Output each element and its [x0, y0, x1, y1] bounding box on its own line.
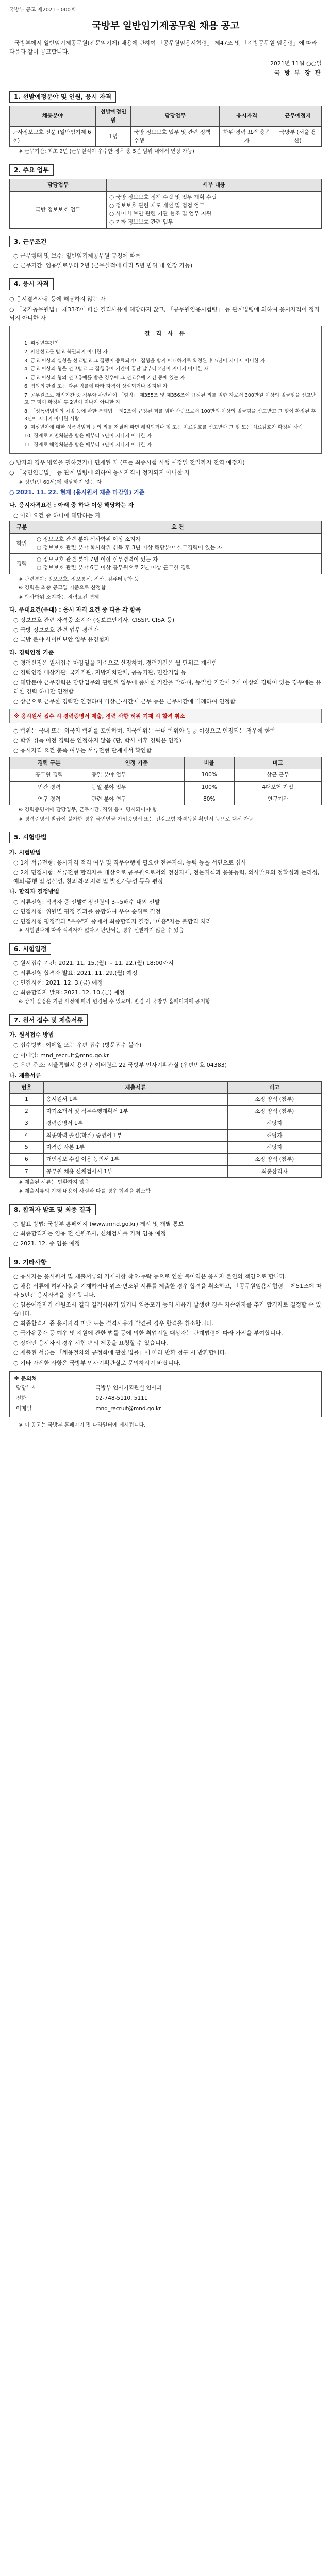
- table-cell: 4: [10, 1129, 44, 1141]
- eligibility-item: ○ 「국민연금법」 등 관계 법령에 의하여 응시자격이 정지되지 아니한 자: [9, 469, 190, 476]
- list-item: ※ 경력은 최종 공고일 기준으로 산정함: [19, 585, 106, 591]
- table-cell: 해당자: [227, 1141, 321, 1153]
- list-item: ○ 장애인 응시자의 경우 시험 편의 제공을 요청할 수 있습니다.: [13, 1340, 168, 1347]
- list-item: ○ 상근으로 근무한 경력만 인정하며 비상근·시간제 근무 등은 근무시간에 비례하여 인정함: [13, 698, 236, 705]
- table-cell: 100%: [184, 781, 234, 793]
- list-item: 5. 금고 이상의 형의 선고유예를 받은 경우에 그 선고유예 기간 중에 있는 자: [24, 375, 185, 381]
- list-item: ○ 최종합격자 중 응시자격 미달 또는 결격사유가 발견될 경우 합격을 취소합니다.: [13, 1320, 214, 1327]
- table-cell: 6: [10, 1154, 44, 1165]
- table-cell: 4대보험 가입: [234, 781, 321, 793]
- list-item: ○ 학위 취득 이전 경력은 인정하지 않음 (단, 학사 이후 경력은 인정): [13, 737, 181, 744]
- table-cell: 소정 양식 (첨부): [227, 1106, 321, 1117]
- column-header: 담당업무: [131, 106, 220, 127]
- section-title: 3. 근무조건: [9, 236, 51, 248]
- list-item: ○ 제출된 서류는 「채용절차의 공정화에 관한 법률」에 따라 반환 청구 시 반환합니다.: [13, 1349, 227, 1357]
- box-title: 결 격 사 유: [144, 330, 187, 337]
- section-title: 8. 합격자 발표 및 최종 결과: [9, 1204, 96, 1216]
- list-item: 4. 금고 이상의 형을 선고받고 그 집행유예 기간이 끝난 날부터 2년이 지나지 아니한 자: [24, 366, 209, 372]
- section-title: 2. 주요 업무: [9, 164, 54, 176]
- section-title: 9. 기타사항: [9, 1257, 51, 1268]
- duties-table: [9, 179, 322, 228]
- column-header: 구분: [10, 521, 34, 533]
- list-item: ○ 최종합격자 발표: 2021. 12. 10.(금) 예정: [13, 989, 125, 996]
- section-title: 4. 응시 자격: [9, 278, 54, 290]
- list-item: ○ 임용예정자가 신원조사 결과 결격사유가 있거나 임용포기 등의 사유가 발생한 경우 차순위자를 추가 합격자로 결정할 수 있습니다.: [13, 1301, 321, 1317]
- list-item: ○ 근무기간: 임용일로부터 2년 (근무실적에 따라 5년 범위 내 연장 가능): [13, 262, 193, 269]
- eligibility-item: ○ 응시결격사유 등에 해당하지 않는 자: [9, 296, 106, 303]
- list-item: ○ 국방 분야 사이버보안 업무 유경험자: [13, 636, 110, 643]
- table-row: [10, 793, 322, 805]
- table-header-row: [10, 521, 322, 533]
- list-item: ○ 경력산정은 원서접수 마감일을 기준으로 산정하며, 경력기간은 월 단위로 계산함: [13, 659, 218, 667]
- table-cell: 소정 양식 (첨부): [227, 1154, 321, 1165]
- column-header: 비율: [184, 757, 234, 769]
- table-cell: 자기소개서 및 직무수행계획서 1부: [43, 1106, 227, 1117]
- table-cell: 02-748-5110, 5111: [95, 1395, 148, 1402]
- contact-label: ※ 문의처: [14, 1375, 37, 1382]
- contact-table: [14, 1383, 317, 1414]
- warning-highlight: ※ 응시원서 접수 시 경력증명서 제출, 경력 사항 허위 기재 시 합격 취소: [9, 709, 322, 723]
- intro-paragraph: 국방부에서 일반임기제공무원(전문임기제) 채용에 관하여 「공무원임용시험령」 제47조 및 「지방공무원 임용령」에 따라 다음과 같이 공고합니다.: [9, 39, 317, 55]
- column-header: 비고: [227, 1081, 321, 1093]
- list-item: ○ 서류전형 합격자 발표: 2021. 11. 29.(월) 예정: [13, 970, 138, 977]
- eligibility-note: ※ 정년(만 60세)에 해당하지 않는 자: [19, 479, 102, 485]
- list-item: 3. 금고 이상의 실형을 선고받고 그 집행이 종료되거나 집행을 받지 아니하기로 확정된 후 5년이 지나지 아니한 자: [24, 358, 266, 364]
- table-cell: 연구기관: [234, 793, 321, 805]
- column-header: 채용분야: [10, 106, 96, 127]
- section-title: 7. 원서 접수 및 제출서류: [9, 1014, 88, 1026]
- table-row: [10, 554, 322, 574]
- table-cell: 동일 분야 업무: [89, 781, 184, 793]
- list-item: ○ 채용 서류에 허위사실을 기재하거나 위조·변조된 서류를 제출한 경우 합격을 취소하고, 「공무원임용시험령」 제51조에 따라 5년간 응시자격을 정지합니다.: [13, 1283, 322, 1299]
- eligibility-item: ○ 「국가공무원법」 제33조에 따른 결격사유에 해당하지 않고, 「공무원임용시험령」 등 관계법령에 의하여 응시자격이 정지되지 아니한 자: [9, 306, 320, 322]
- list-item: ○ 최종합격자는 임용 전 신원조사, 신체검사를 거쳐 임용 예정: [13, 1230, 167, 1238]
- subsection-title: 다. 우대요건(우대) : 응시 자격 요건 중 다음 각 항목: [9, 606, 141, 614]
- table-cell: mnd_recruit@mnd.go.kr: [95, 1405, 161, 1412]
- list-item: 11. 징계로 해임처분을 받은 때부터 3년이 지나지 아니한 자: [24, 442, 152, 448]
- subsection-title: 나. 합격자 결정방법: [9, 888, 59, 895]
- table-cell: 민간 경력: [10, 781, 89, 793]
- table-cell: 공무원 경력: [10, 769, 89, 781]
- table-cell: ○ 정보보호 관련 분야 7년 이상 실무경력이 있는 자 ○ 정보보호 관련 분야 6급 이상 공무원으로 2년 이상 근무한 경력: [34, 554, 322, 574]
- table-cell: ○ 정보보호 관련 분야 석사학위 이상 소지자 ○ 정보보호 관련 분야 학사학위 취득 후 3년 이상 해당분야 실무경력이 있는 자: [34, 533, 322, 554]
- term-note: ※ 근무기간: 최초 2년 (근무실적이 우수한 경우 총 5년 범위 내에서 연장 가능): [19, 149, 194, 155]
- table-cell: 군사정보보호 전문 (일반임기제 6호): [10, 126, 96, 147]
- table-cell: 해당자: [227, 1117, 321, 1129]
- table-row: [10, 1141, 322, 1153]
- list-item: ※ 경력증명서 발급이 불가한 경우 국민연금 가입증명서 또는 건강보험 자격득실 확인서 등으로 대체 가능: [19, 816, 254, 822]
- column-header: 근무예정지: [274, 106, 322, 127]
- table-row: [10, 781, 322, 793]
- table-cell: 1명: [96, 126, 131, 147]
- table-cell: 경력: [10, 554, 34, 574]
- table-cell: 공무원 채용 신체검사서 1부: [43, 1165, 227, 1177]
- contact-box: [9, 1371, 322, 1417]
- requirements-table: [9, 521, 322, 574]
- issuing-org: 국 방 부 장 관: [274, 69, 322, 77]
- list-item: ○ 발표 방법: 국방부 홈페이지 (www.mnd.go.kr) 게시 및 개별 통보: [13, 1221, 184, 1228]
- list-item: ○ 국방 정보보호 관련 업무 경력자: [13, 626, 99, 634]
- list-item: ○ 면접시험: 2021. 12. 3.(금) 예정: [13, 979, 103, 987]
- table-row: [10, 1093, 322, 1105]
- subsection-title: 나. 응시자격요건 : 아래 중 하나 이상 해당하는 자: [9, 502, 134, 509]
- table-cell: ○ 국방 정보보호 정책 수립 및 업무 계획 수립 ○ 정보보호 관련 제도 개선 및 점검 업무 ○ 사이버 보안 관련 기관 협조 및 업무 지원 ○ 기타 정보보호 관련 업무: [106, 191, 321, 228]
- table-cell: 개인정보 수집·이용 동의서 1부: [43, 1154, 227, 1165]
- closing-note: ※ 이 공고는 국방부 홈페이지 및 나라일터에 게시됩니다.: [19, 1422, 146, 1428]
- section-title: 1. 선발예정분야 및 인원, 응시 자격: [9, 91, 116, 103]
- list-item: ○ 면접시험: 위원별 평정 결과를 종합하여 우수 순위로 결정: [13, 908, 161, 915]
- table-header-row: [10, 1081, 322, 1093]
- table-cell: 해당자: [227, 1129, 321, 1141]
- table-row: [14, 1383, 317, 1393]
- list-item: ○ 2021. 12. 중 임용 예정: [13, 1240, 80, 1247]
- list-item: ○ 학위는 국내 또는 외국의 학위를 포함하며, 외국학위는 국내 학위와 동등 이상으로 인정되는 경우에 한함: [13, 727, 276, 734]
- column-header: 응시자격: [220, 106, 274, 127]
- table-row: [10, 1117, 322, 1129]
- page-title: 국방부 일반임기제공무원 채용 공고: [91, 20, 240, 31]
- exam-note: ※ 시험결과에 따라 적격자가 없다고 판단되는 경우 선발하지 않을 수 있음: [19, 928, 184, 934]
- table-header-row: [10, 757, 322, 769]
- list-item: 8. 「성폭력범죄의 처벌 등에 관한 특례법」 제2조에 규정된 죄를 범한 사람으로서 100만원 이상의 벌금형을 선고받고 그 형이 확정된 후 3년이 지나지 아니한 사람: [24, 408, 316, 422]
- table-cell: 국방 정보보호 업무 및 관련 정책 수행: [131, 126, 220, 147]
- table-cell: 관련 분야 연구: [89, 793, 184, 805]
- column-header: 담당업무: [10, 179, 107, 191]
- table-cell: 학위·경력 요건 충족자: [220, 126, 274, 147]
- table-cell: 연구 경력: [10, 793, 89, 805]
- list-item: 6. 법원의 판결 또는 다른 법률에 따라 자격이 상실되거나 정지된 자: [24, 383, 168, 389]
- subsection-title: 라. 경력인정 기준: [9, 649, 54, 656]
- eligibility-item: ○ 남자의 경우 병역을 필하였거나 면제된 자 (또는 최종시험 시행 예정일 전일까지 전역 예정자): [9, 459, 245, 466]
- table-row: [10, 1154, 322, 1165]
- table-row: [10, 126, 322, 147]
- section-title: 5. 시험방법: [9, 832, 51, 843]
- list-item: ○ 응시자는 응시원서 및 제출서류의 기재사항 착오·누락 등으로 인한 불이익은 응시자 본인의 책임으로 합니다.: [13, 1273, 287, 1280]
- requirement-lead: ○ 아래 요건 중 하나에 해당하는 자: [13, 512, 101, 519]
- table-cell: 상근 근무: [234, 769, 321, 781]
- table-cell: 이메일: [16, 1405, 32, 1412]
- table-cell: 1: [10, 1093, 44, 1105]
- list-item: 2. 파산선고를 받고 복권되지 아니한 자: [24, 349, 108, 355]
- column-header: 세부 내용: [106, 179, 321, 191]
- table-cell: 소정 양식 (첨부): [227, 1093, 321, 1105]
- column-header: 제출서류: [43, 1081, 227, 1093]
- list-item: ○ 면접시험 평정결과 "우수"자 중에서 최종합격자 결정, "미흡"자는 불합격 처리: [13, 918, 211, 925]
- career-table: [9, 757, 322, 805]
- list-item: ○ 국가유공자 등 예우 및 지원에 관한 법률 등에 의한 취업지원 대상자는 관계법령에 따라 가점을 부여합니다.: [13, 1330, 283, 1337]
- table-cell: 3: [10, 1117, 44, 1129]
- list-item: ○ 1차 서류전형: 응시자격 적격 여부 및 직무수행에 필요한 전문지식, 능력 등을 서면으로 심사: [13, 859, 246, 866]
- table-row: [14, 1393, 317, 1403]
- list-item: ○ 기타 자세한 사항은 국방부 인사기획관실로 문의하시기 바랍니다.: [13, 1359, 181, 1366]
- table-row: [10, 533, 322, 554]
- table-cell: 최종학력 졸업(학위) 증명서 1부: [43, 1129, 227, 1141]
- column-header: 요 건: [34, 521, 322, 533]
- list-item: ○ 서류전형: 적격자 중 선발예정인원의 3~5배수 내외 선발: [13, 898, 160, 905]
- table-cell: 경력증명서 1부: [43, 1117, 227, 1129]
- column-header: 인정 기준: [89, 757, 184, 769]
- list-item: ○ 경력인정 대상기관: 국가기관, 지방자치단체, 공공기관, 민간기업 등: [13, 669, 187, 676]
- notice-date: 2021년 11월 ○○일: [270, 60, 322, 67]
- schedule-note: ※ 상기 일정은 기관 사정에 따라 변경될 수 있으며, 변경 시 국방부 홈페이지에 공지함: [19, 999, 210, 1005]
- table-cell: 7: [10, 1165, 44, 1177]
- list-item: ※ 박사학위 소지자는 경력요건 면제: [19, 594, 100, 600]
- table-cell: 응시원서 1부: [43, 1093, 227, 1105]
- notice-number: 국방부 공고 제2021 - 000호: [9, 7, 76, 13]
- table-cell: 국방부 인사기획관실 인사과: [95, 1384, 162, 1391]
- column-header: 번호: [10, 1081, 44, 1093]
- table-row: [14, 1403, 317, 1414]
- subsection-title: 가. 시험방법: [9, 849, 41, 856]
- eligibility-date: ○ 2021. 11. 22. 현재 (응시원서 제출 마감일) 기준: [9, 489, 145, 496]
- table-cell: 80%: [184, 793, 234, 805]
- list-item: 9. 미성년자에 대한 성폭력범죄 등의 죄를 저질러 파면·해임되거나 형 또는 치료감호를 선고받아 그 형 또는 치료감호가 확정된 사람: [24, 425, 303, 431]
- table-row: [10, 191, 322, 228]
- table-cell: 전화: [16, 1395, 27, 1402]
- column-header: 경력 구분: [10, 757, 89, 769]
- table-row: [10, 1129, 322, 1141]
- table-header-row: [10, 179, 322, 191]
- list-item: 10. 징계로 파면처분을 받은 때부터 5년이 지나지 아니한 자: [24, 433, 152, 439]
- list-item: ※ 제출서류의 기재 내용이 사실과 다를 경우 합격을 취소함: [19, 1189, 151, 1195]
- list-item: ○ 접수방법: 이메일 또는 우편 접수 (방문접수 불가): [13, 1042, 142, 1049]
- table-cell: 동일 분야 업무: [89, 769, 184, 781]
- table-row: [10, 1106, 322, 1117]
- list-item: ○ 이메일: mnd_recruit@mnd.go.kr: [13, 1052, 109, 1059]
- table-cell: 5: [10, 1141, 44, 1153]
- list-item: ※ 제출된 서류는 반환하지 않음: [19, 1179, 90, 1185]
- table-row: [10, 1165, 322, 1177]
- list-item: ○ 우편 주소: 서울특별시 용산구 이태원로 22 국방부 인사기획관실 (우편번호 04383): [13, 1061, 227, 1069]
- disqualification-box: [9, 326, 322, 453]
- list-item: ○ 해당분야 근무경력은 담당업무와 관련된 업무에 종사한 기간을 말하며, 동일한 기간에 2개 이상의 경력이 있는 경우에는 유리한 경력 하나만 인정함: [13, 679, 321, 695]
- list-item: ※ 관련분야: 정보보호, 정보통신, 전산, 컴퓨터공학 등: [19, 576, 139, 582]
- section-title: 6. 시험일정: [9, 943, 51, 955]
- list-item: ※ 경력증명서에 담당업무, 근무기간, 직위 등이 명시되어야 함: [19, 807, 157, 814]
- table-cell: 최종합격자: [227, 1165, 321, 1177]
- column-header: 선발예정인원: [96, 106, 131, 127]
- table-cell: 2: [10, 1106, 44, 1117]
- list-item: ○ 근무형태 및 보수: 일반임기제공무원 규정에 따름: [13, 252, 141, 260]
- list-item: ○ 정보보호 관련 자격증 소지자 (정보보안기사, CISSP, CISA 등): [13, 617, 175, 624]
- column-header: 비고: [234, 757, 321, 769]
- documents-table: [9, 1081, 322, 1178]
- list-item: ○ 원서접수 기간: 2021. 11. 15.(월) ~ 11. 22.(월) 18:00까지: [13, 960, 174, 967]
- list-item: 7. 공무원으로 재직기간 중 직무와 관련하여 「형법」 제355조 및 제356조에 규정된 죄를 범한 자로서 300만원 이상의 벌금형을 선고받고 그 형이 확정된 후 2년이 지나지 아니한 자: [24, 392, 316, 406]
- table-cell: 국방부 (서울 용산): [274, 126, 322, 147]
- subsection-title: 가. 원서접수 방법: [9, 1031, 54, 1039]
- table-header-row: [10, 106, 322, 127]
- positions-table: [9, 106, 322, 147]
- table-cell: 자격증 사본 1부: [43, 1141, 227, 1153]
- list-item: 1. 피성년후견인: [24, 341, 59, 347]
- table-cell: 100%: [184, 769, 234, 781]
- table-cell: 국방 정보보호 업무: [10, 191, 107, 228]
- list-item: ○ 응시자격 요건 충족 여부는 서류전형 단계에서 확인함: [13, 747, 152, 754]
- subsection-title: 나. 제출서류: [9, 1072, 41, 1079]
- table-cell: 학위: [10, 533, 34, 554]
- table-cell: 담당부서: [16, 1384, 37, 1391]
- list-item: ○ 2차 면접시험: 서류전형 합격자를 대상으로 공무원으로서의 정신자세, 전문지식과 응용능력, 의사발표의 정확성과 논리성, 예의·품행 및 성실성, 창의력·의지력 및 발전가능성 등을 평정: [13, 869, 320, 885]
- table-row: [10, 769, 322, 781]
